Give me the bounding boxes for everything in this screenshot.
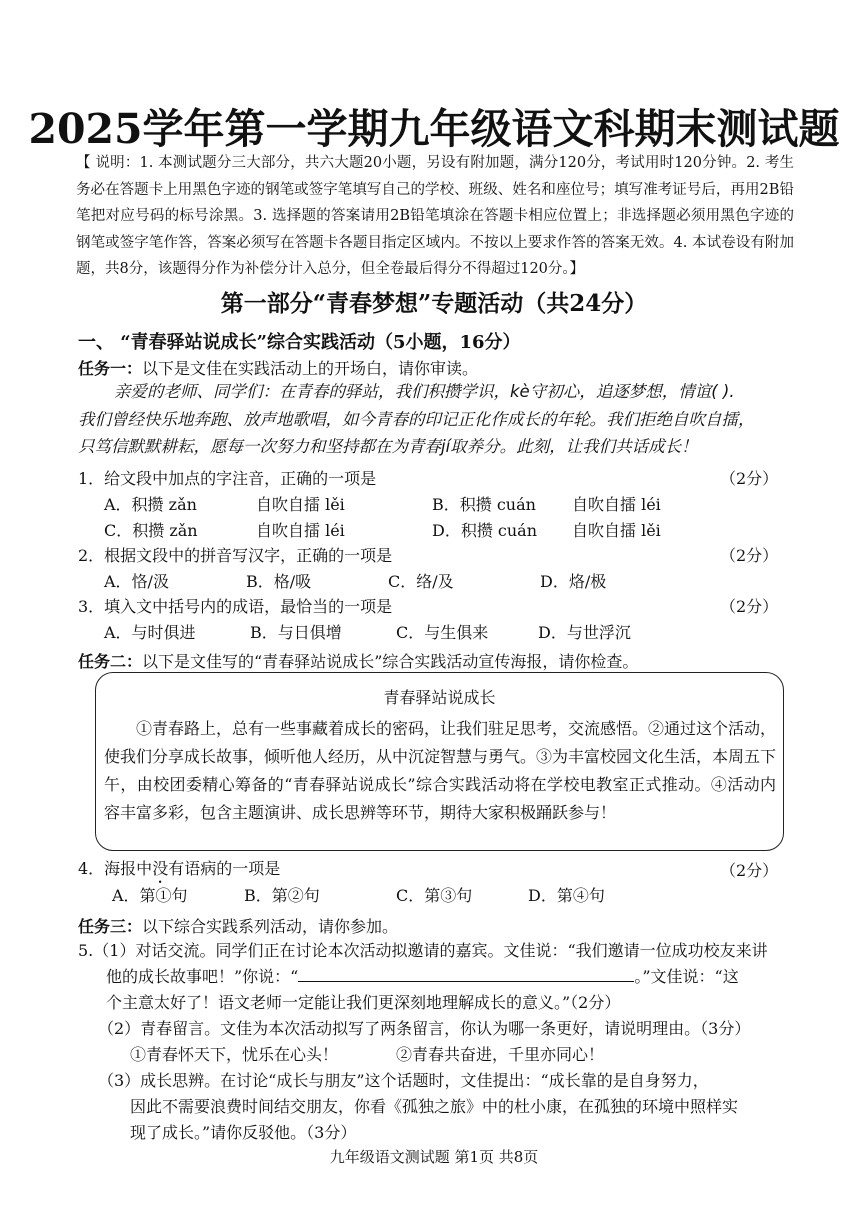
q1-stem: 1．给文段中加点的字注音，正确的一项是 [78, 469, 377, 488]
instructions-note: 【 说明：1. 本测试题分三大部分，共六大题20小题，另设有附加题，满分120分，考试用时120分钟。2. 考生务必在答题卡上用黑色字迹的钢笔或签字笔填写自己的学校、班级、姓名和座位号；填写准考证号后，再用2B铅笔把对应号码的标号涂黑。3. 选择题的答案请用2B铅笔填涂在答题卡相应位置上；非选择题必须用黑色字迹的钢笔或签字笔作答，答案必须写在答题卡各题目指定区域内。不按以上要求作答的答案无效。4. 本试卷设有附加题，共8分，该题得分作为补偿分计入总分，但全卷最后得分不得超过120分。】 [76, 155, 794, 277]
q4-option-a[interactable]: A．第①句 [112, 886, 188, 905]
part-one-title: 第一部分“青春梦想”专题活动（共24分） [220, 290, 648, 317]
speech-line-3: 只笃信默默耕耘，愿每一次努力和坚持都在为青春jí取养分。此刻，让我们共话成长！ [78, 437, 698, 456]
task2-label: 任务二： [78, 652, 143, 671]
q4-stem-a: 4．海报中 [78, 859, 153, 878]
q5-p1-prefix: 他的成长故事吧！”你说：“ [106, 967, 299, 986]
q1-option-c-2: 自吹自擂 léi [256, 521, 345, 540]
task2-text: 以下是文佳写的“青春驿站说成长”综合实践活动宣传海报，请你检查。 [142, 652, 639, 671]
q3-stem: 3．填入文中括号内的成语，最恰当的一项是 [78, 597, 393, 616]
q5-p1-line2 [78, 964, 798, 990]
q1-option-a-2: 自吹自擂 lěi [256, 495, 345, 514]
task1-label: 任务一： [78, 359, 143, 378]
q3-option-b[interactable]: B．与日俱增 [250, 623, 342, 642]
q2-option-a[interactable]: A．恪/汲 [104, 572, 169, 591]
q5-p3-line3: 现了成长。”请你反驳他。（3分） [130, 1123, 357, 1142]
q4-score: （2分） [720, 861, 779, 880]
task1-line [78, 356, 478, 379]
task3-label: 任务三： [78, 917, 143, 936]
q3-option-c[interactable]: C．与生俱来 [396, 623, 489, 642]
q4-option-c[interactable]: C．第③句 [396, 886, 473, 905]
q1-option-d[interactable]: D．积攒 cuán [432, 521, 538, 540]
q1-option-a[interactable]: A．积攒 zǎn [104, 495, 197, 514]
q5-p1-line1: 5.（1）对话交流。同学们正在讨论本次活动拟邀请的嘉宾。文佳说：“我们邀请一位成功校友来讲 [78, 941, 768, 960]
q5-block [78, 938, 798, 1146]
q3-option-a[interactable]: A．与时俱进 [104, 623, 196, 642]
task3-line [78, 914, 398, 937]
q4-stem-dot: 没 [152, 859, 169, 878]
q5-p3-line1: （3）成长思辨。在讨论“成长与朋友”这个话题时，文佳提出：“成长靠的是自身努力， [98, 1071, 709, 1090]
speech-line-2: 我们曾经快乐地奔跑、放声地歌唱，如今青春的印记正化作成长的年轮。我们拒绝自吹自擂， [78, 409, 755, 429]
q2-option-c[interactable]: C．络/及 [388, 572, 454, 591]
q1-option-d-2: 自吹自擂 lěi [572, 521, 661, 540]
q1-option-b-2: 自吹自擂 léi [572, 495, 661, 514]
q5-message-2: ②青春共奋进，千里亦同心！ [396, 1045, 605, 1064]
q1-option-c[interactable]: C．积攒 zǎn [104, 521, 198, 540]
q2-option-b[interactable]: B．格/吸 [246, 572, 312, 591]
q5-p2-options [78, 1042, 798, 1068]
task3-text: 以下综合实践系列活动，请你参加。 [142, 917, 399, 936]
q5-p1-line3: 个主意太好了！语文老师一定能让我们更深刻地理解成长的意义。”（2分） [106, 993, 621, 1012]
q4-stem-b: 有语病的一项是 [168, 859, 281, 878]
section-one-heading: 一、 “青春驿站说成长”综合实践活动（5小题，16分） [78, 332, 521, 353]
q4-option-d[interactable]: D．第④句 [528, 886, 605, 905]
poster-body-wrap [104, 715, 776, 827]
speech-line-1: 亲爱的老师、同学们：在青春的驿站，我们积攒学识，kè守初心，追逐梦想，情谊( ). [114, 382, 735, 401]
q5-message-1: ①青春怀天下，忧乐在心头！ [130, 1045, 339, 1064]
q2-option-d[interactable]: D．烙/极 [540, 572, 607, 591]
q3-score: （2分） [720, 597, 779, 616]
q4-option-b[interactable]: B．第②句 [244, 886, 320, 905]
q5-p3-line2: 因此不需要浪费时间结交朋友，你看《孤独之旅》中的杜小康，在孤独的环境中照样实 [130, 1097, 739, 1116]
q3-option-d[interactable]: D．与世浮沉 [538, 623, 631, 642]
poster-body: ①青春路上，总有一些事藏着成长的密码，让我们驻足思考，交流感悟。②通过这个活动，使我们分享成长故事，倾听他人经历，从中沉淀智慧与勇气。③为丰富校园文化生活，本周五下午，由校团委精心筹备的“青春驿站说成长”综合实践活动将在学校电教室正式推动。④活动内容丰富多彩，包含主题演讲、成长思辨等环节，期待大家积极踊跃参与！ [104, 719, 777, 822]
task1-text: 以下是文佳在实践活动上的开场白，请你审读。 [142, 359, 479, 378]
q5-p2-line1: （2）青春留言。文佳为本次活动拟写了两条留言，你认为哪一条更好，请说明理由。（3分） [98, 1019, 751, 1038]
opening-speech [78, 378, 796, 461]
q1-score: （2分） [720, 469, 779, 488]
task2-line [78, 649, 638, 672]
q5-p1-suffix: 。”文佳说：“这 [634, 967, 739, 986]
q2-stem: 2．根据文段中的拼音写汉字，正确的一项是 [78, 546, 393, 565]
exam-title: 2025学年第一学期九年级语文科期末测试题 [28, 105, 840, 153]
q1-option-b[interactable]: B．积攒 cuán [432, 495, 536, 514]
page-footer: 九年级语文测试题 第1页 共8页 [329, 1148, 539, 1166]
q5-answer-blank[interactable] [298, 967, 634, 982]
q2-score: （2分） [720, 546, 779, 565]
poster-box [95, 672, 784, 851]
poster-title: 青春驿站说成长 [383, 688, 496, 707]
